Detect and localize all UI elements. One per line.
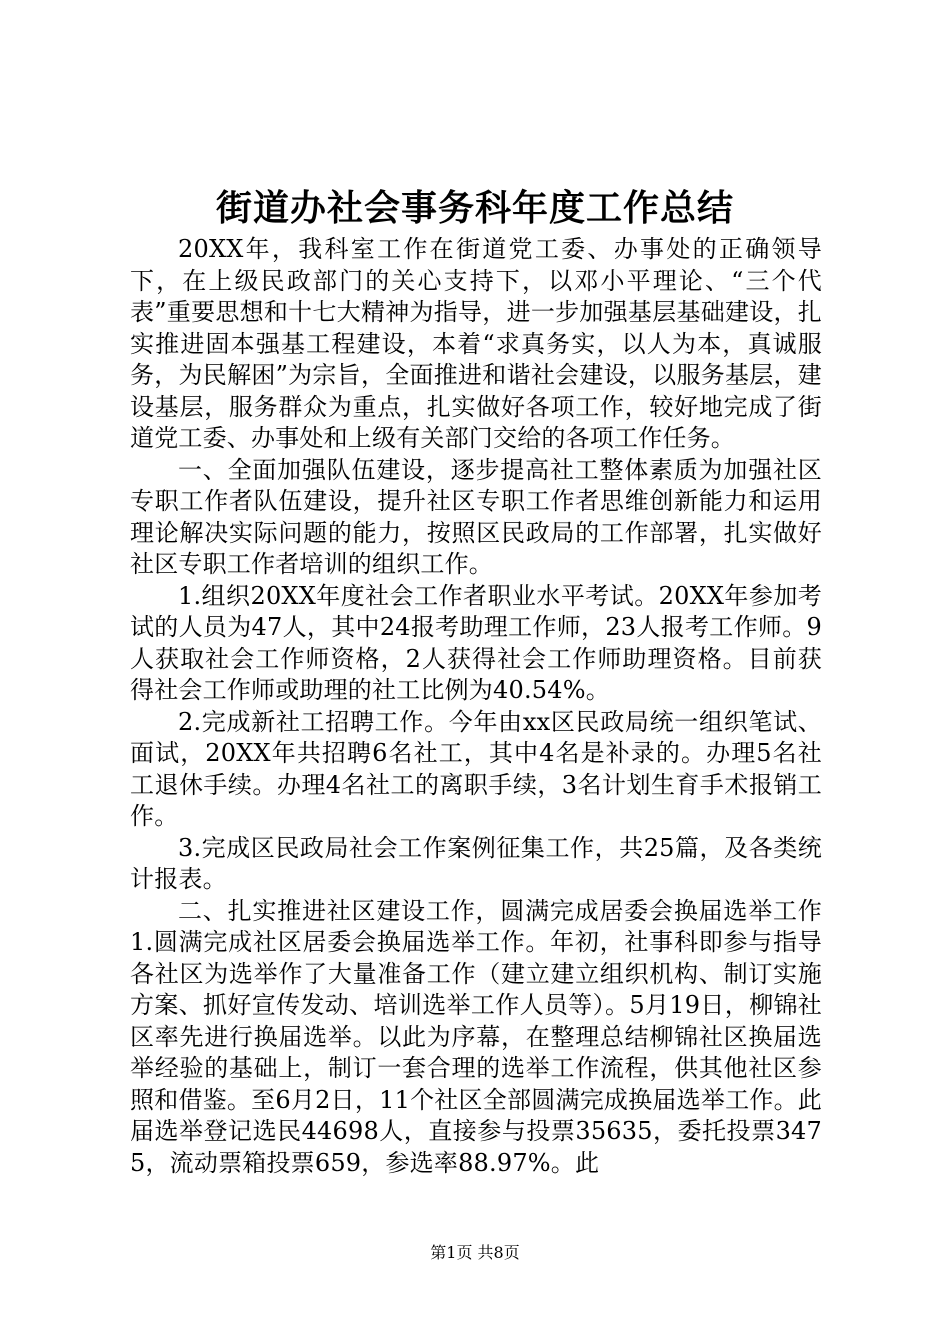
paragraph-intro: 20XX年，我科室工作在街道党工委、办事处的正确领导下，在上级民政部门的关心支持下，以邓小平理论、“三个代表”重要思想和十七大精神为指导，进一步加强基层基础建设，扎实推进固本强基工程建设，本着“求真务实，以人为本，真诚服务，为民解困”为宗旨，全面推进和谐社会建设，以服务基层，建设基层，服务群众为重点，扎实做好各项工作，较好地完成了街道党工委、办事处和上级有关部门交给的各项工作任务。 — [130, 235, 822, 452]
document-title: 街道办社会事务科年度工作总结 — [215, 187, 734, 229]
paragraph-item-cases: 3.完成区民政局社会工作案例征集工作，共25篇，及各类统计报表。 — [130, 833, 822, 893]
paragraph-section-two: 二、扎实推进社区建设工作，圆满完成居委会换届选举工作1.圆满完成社区居委会换届选举工作。年初，社事科即参与指导各社区为选举作了大量准备工作（建立建立组织机构、制订实施方案、抓好宣传发动、培训选举工作人员等）。5月19日，柳锦社区率先进行换届选举。以此为序幕，在整理总结柳锦社区换届选举经验的基础上，制订一套合理的选举工作流程，供其他社区参照和借鉴。至6月2日，11个社区全部圆满完成换届选举工作。此届选举登记选民44698人，直接参与投票35635，委托投票3475，流动票箱投票659，参选率88.97%。此 — [130, 896, 822, 1177]
paragraph-item-exam: 1.组织20XX年度社会工作者职业水平考试。20XX年参加考试的人员为47人，其中24报考助理工作师，23人报考工作师。9人获取社会工作师资格，2人获得社会工作师助理资格。目前获得社会工作师或助理的社工比例为40.54%。 — [130, 581, 822, 704]
page-number-footer: 第1页 共8页 — [430, 1243, 520, 1262]
document-body — [130, 234, 822, 1179]
paragraph-item-recruit: 2.完成新社工招聘工作。今年由xx区民政局统一组织笔试、面试，20XX年共招聘6名社工，其中4名是补录的。办理5名社工退休手续。办理4名社工的离职手续，3名计划生育手术报销工作。 — [130, 707, 822, 830]
paragraph-section-one: 一、全面加强队伍建设，逐步提高社工整体素质为加强社区专职工作者队伍建设，提升社区专职工作者思维创新能力和运用理论解决实际问题的能力，按照区民政局的工作部署，扎实做好社区专职工作者培训的组织工作。 — [130, 455, 822, 578]
